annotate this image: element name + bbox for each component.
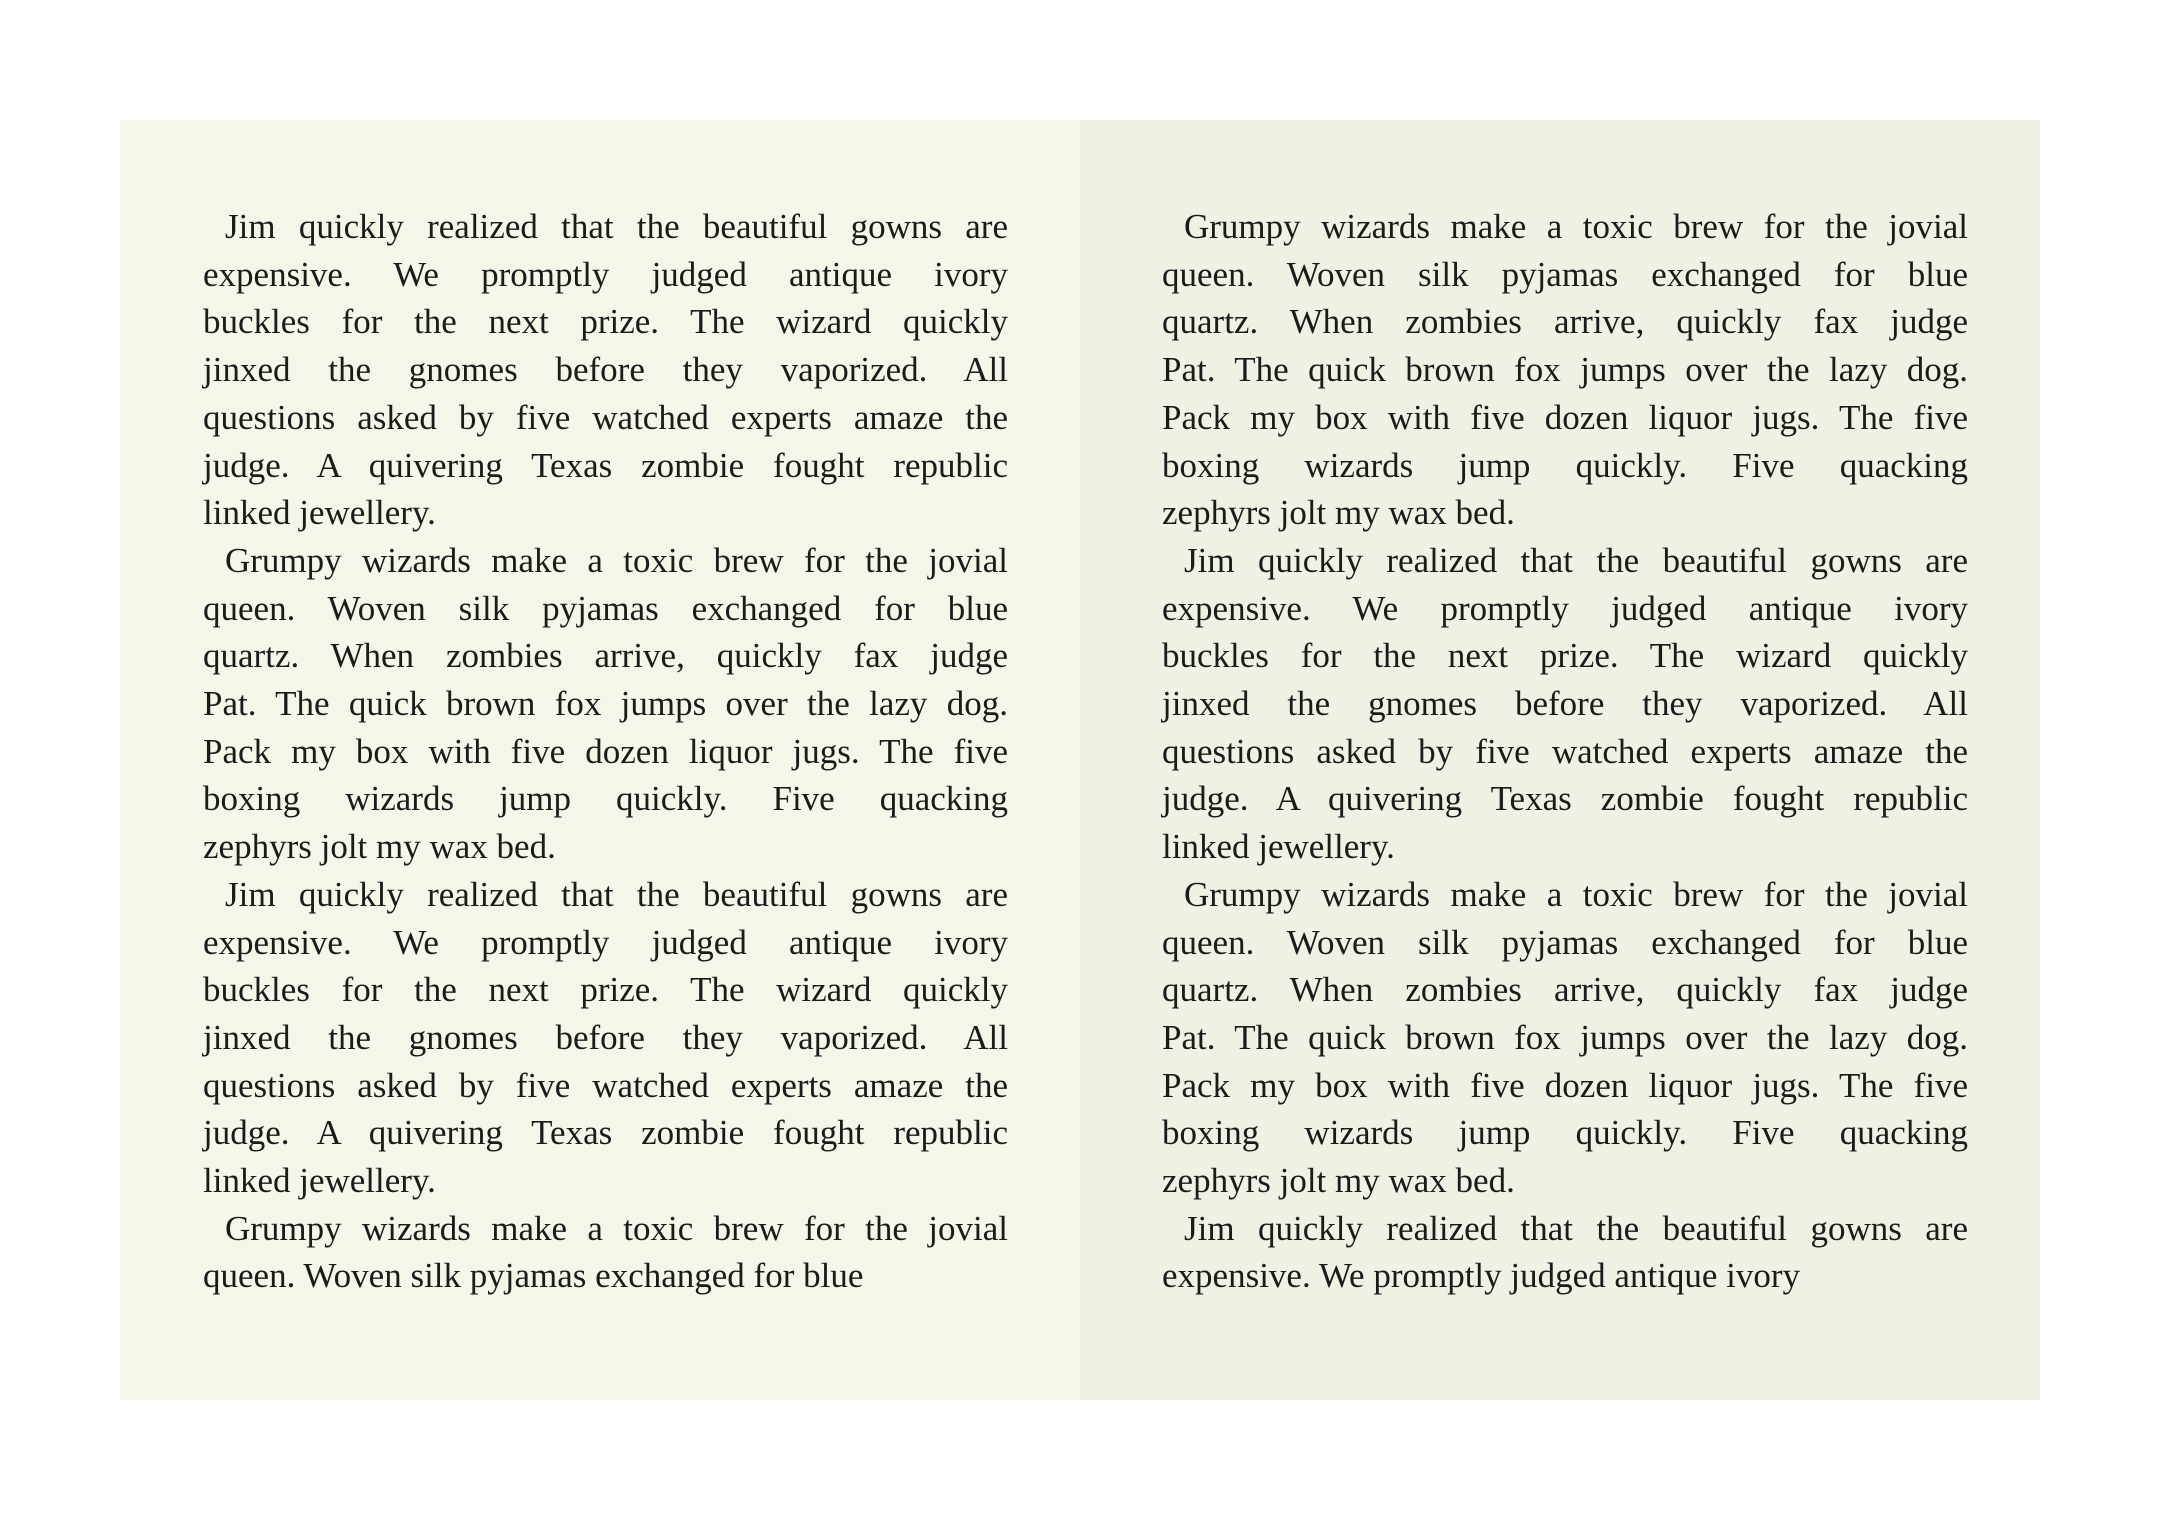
text-line: expensive. We promptly judged antique ivory [1162, 588, 1968, 628]
text-line: expensive. We promptly judged antique ivory [203, 922, 1008, 962]
text-line: zephyrs jolt my wax bed. [1162, 493, 1515, 533]
text-line: linked jewellery. [1162, 827, 1395, 867]
text-line: jinxed the gnomes before they vaporized. All [1162, 684, 1968, 724]
text-line: queen. Woven silk pyjamas exchanged for blue [1162, 254, 1968, 294]
text-line: boxing wizards jump quickly. Five quacking [1162, 445, 1968, 485]
text-line: zephyrs jolt my wax bed. [203, 827, 556, 867]
text-line: queen. Woven silk pyjamas exchanged for blue [1162, 922, 1968, 962]
text-line: Jim quickly realized that the beautiful gowns are [225, 874, 1008, 914]
text-line: zephyrs jolt my wax bed. [1162, 1161, 1515, 1201]
text-line: judge. A quivering Texas zombie fought republic [203, 445, 1008, 485]
text-line: Pat. The quick brown fox jumps over the lazy dog. [1162, 350, 1968, 390]
text-line: queen. Woven silk pyjamas exchanged for blue [203, 588, 1008, 628]
text-line: Jim quickly realized that the beautiful gowns are [1184, 1208, 1968, 1248]
text-line: jinxed the gnomes before they vaporized. All [203, 350, 1008, 390]
text-line: quartz. When zombies arrive, quickly fax judge [203, 636, 1008, 676]
text-line: Jim quickly realized that the beautiful gowns are [225, 207, 1008, 246]
right-page-text-column [1162, 203, 1968, 1300]
text-line: boxing wizards jump quickly. Five quacking [1162, 1113, 1968, 1153]
text-line: questions asked by five watched experts amaze the [203, 397, 1008, 437]
text-line: expensive. We promptly judged antique ivory [1162, 1256, 1801, 1296]
text-line: Pack my box with five dozen liquor jugs. The five [203, 731, 1008, 771]
text-line: Grumpy wizards make a toxic brew for the jovial [1184, 874, 1968, 914]
text-line: buckles for the next prize. The wizard quickly [203, 302, 1008, 342]
text-line: quartz. When zombies arrive, quickly fax judge [1162, 970, 1968, 1010]
text-line: linked jewellery. [203, 1161, 436, 1201]
text-line: Pack my box with five dozen liquor jugs. The five [1162, 1065, 1968, 1105]
text-line: judge. A quivering Texas zombie fought republic [203, 1113, 1008, 1153]
text-line: Grumpy wizards make a toxic brew for the jovial [225, 540, 1008, 580]
text-line: boxing wizards jump quickly. Five quacking [203, 779, 1008, 819]
text-line: buckles for the next prize. The wizard quickly [1162, 636, 1968, 676]
text-line: linked jewellery. [203, 493, 436, 533]
text-line: Jim quickly realized that the beautiful gowns are [1184, 540, 1968, 580]
text-line: Grumpy wizards make a toxic brew for the jovial [1184, 207, 1968, 246]
text-line: expensive. We promptly judged antique ivory [203, 254, 1008, 294]
text-line: Pack my box with five dozen liquor jugs. The five [1162, 397, 1968, 437]
text-line: quartz. When zombies arrive, quickly fax judge [1162, 302, 1968, 342]
text-line: questions asked by five watched experts amaze the [203, 1065, 1008, 1105]
text-line: judge. A quivering Texas zombie fought republic [1162, 779, 1968, 819]
text-line: Pat. The quick brown fox jumps over the lazy dog. [1162, 1017, 1968, 1057]
text-line: jinxed the gnomes before they vaporized. All [203, 1017, 1008, 1057]
right-page[interactable] [1080, 120, 2040, 1400]
text-line: questions asked by five watched experts amaze the [1162, 731, 1968, 771]
book-spread [120, 120, 2040, 1400]
text-line: Grumpy wizards make a toxic brew for the jovial [225, 1208, 1008, 1248]
text-line: Pat. The quick brown fox jumps over the lazy dog. [203, 684, 1008, 724]
left-page[interactable] [120, 120, 1080, 1400]
text-line: buckles for the next prize. The wizard quickly [203, 970, 1008, 1010]
text-line: queen. Woven silk pyjamas exchanged for blue [203, 1256, 864, 1296]
left-page-text-column [203, 203, 1008, 1300]
